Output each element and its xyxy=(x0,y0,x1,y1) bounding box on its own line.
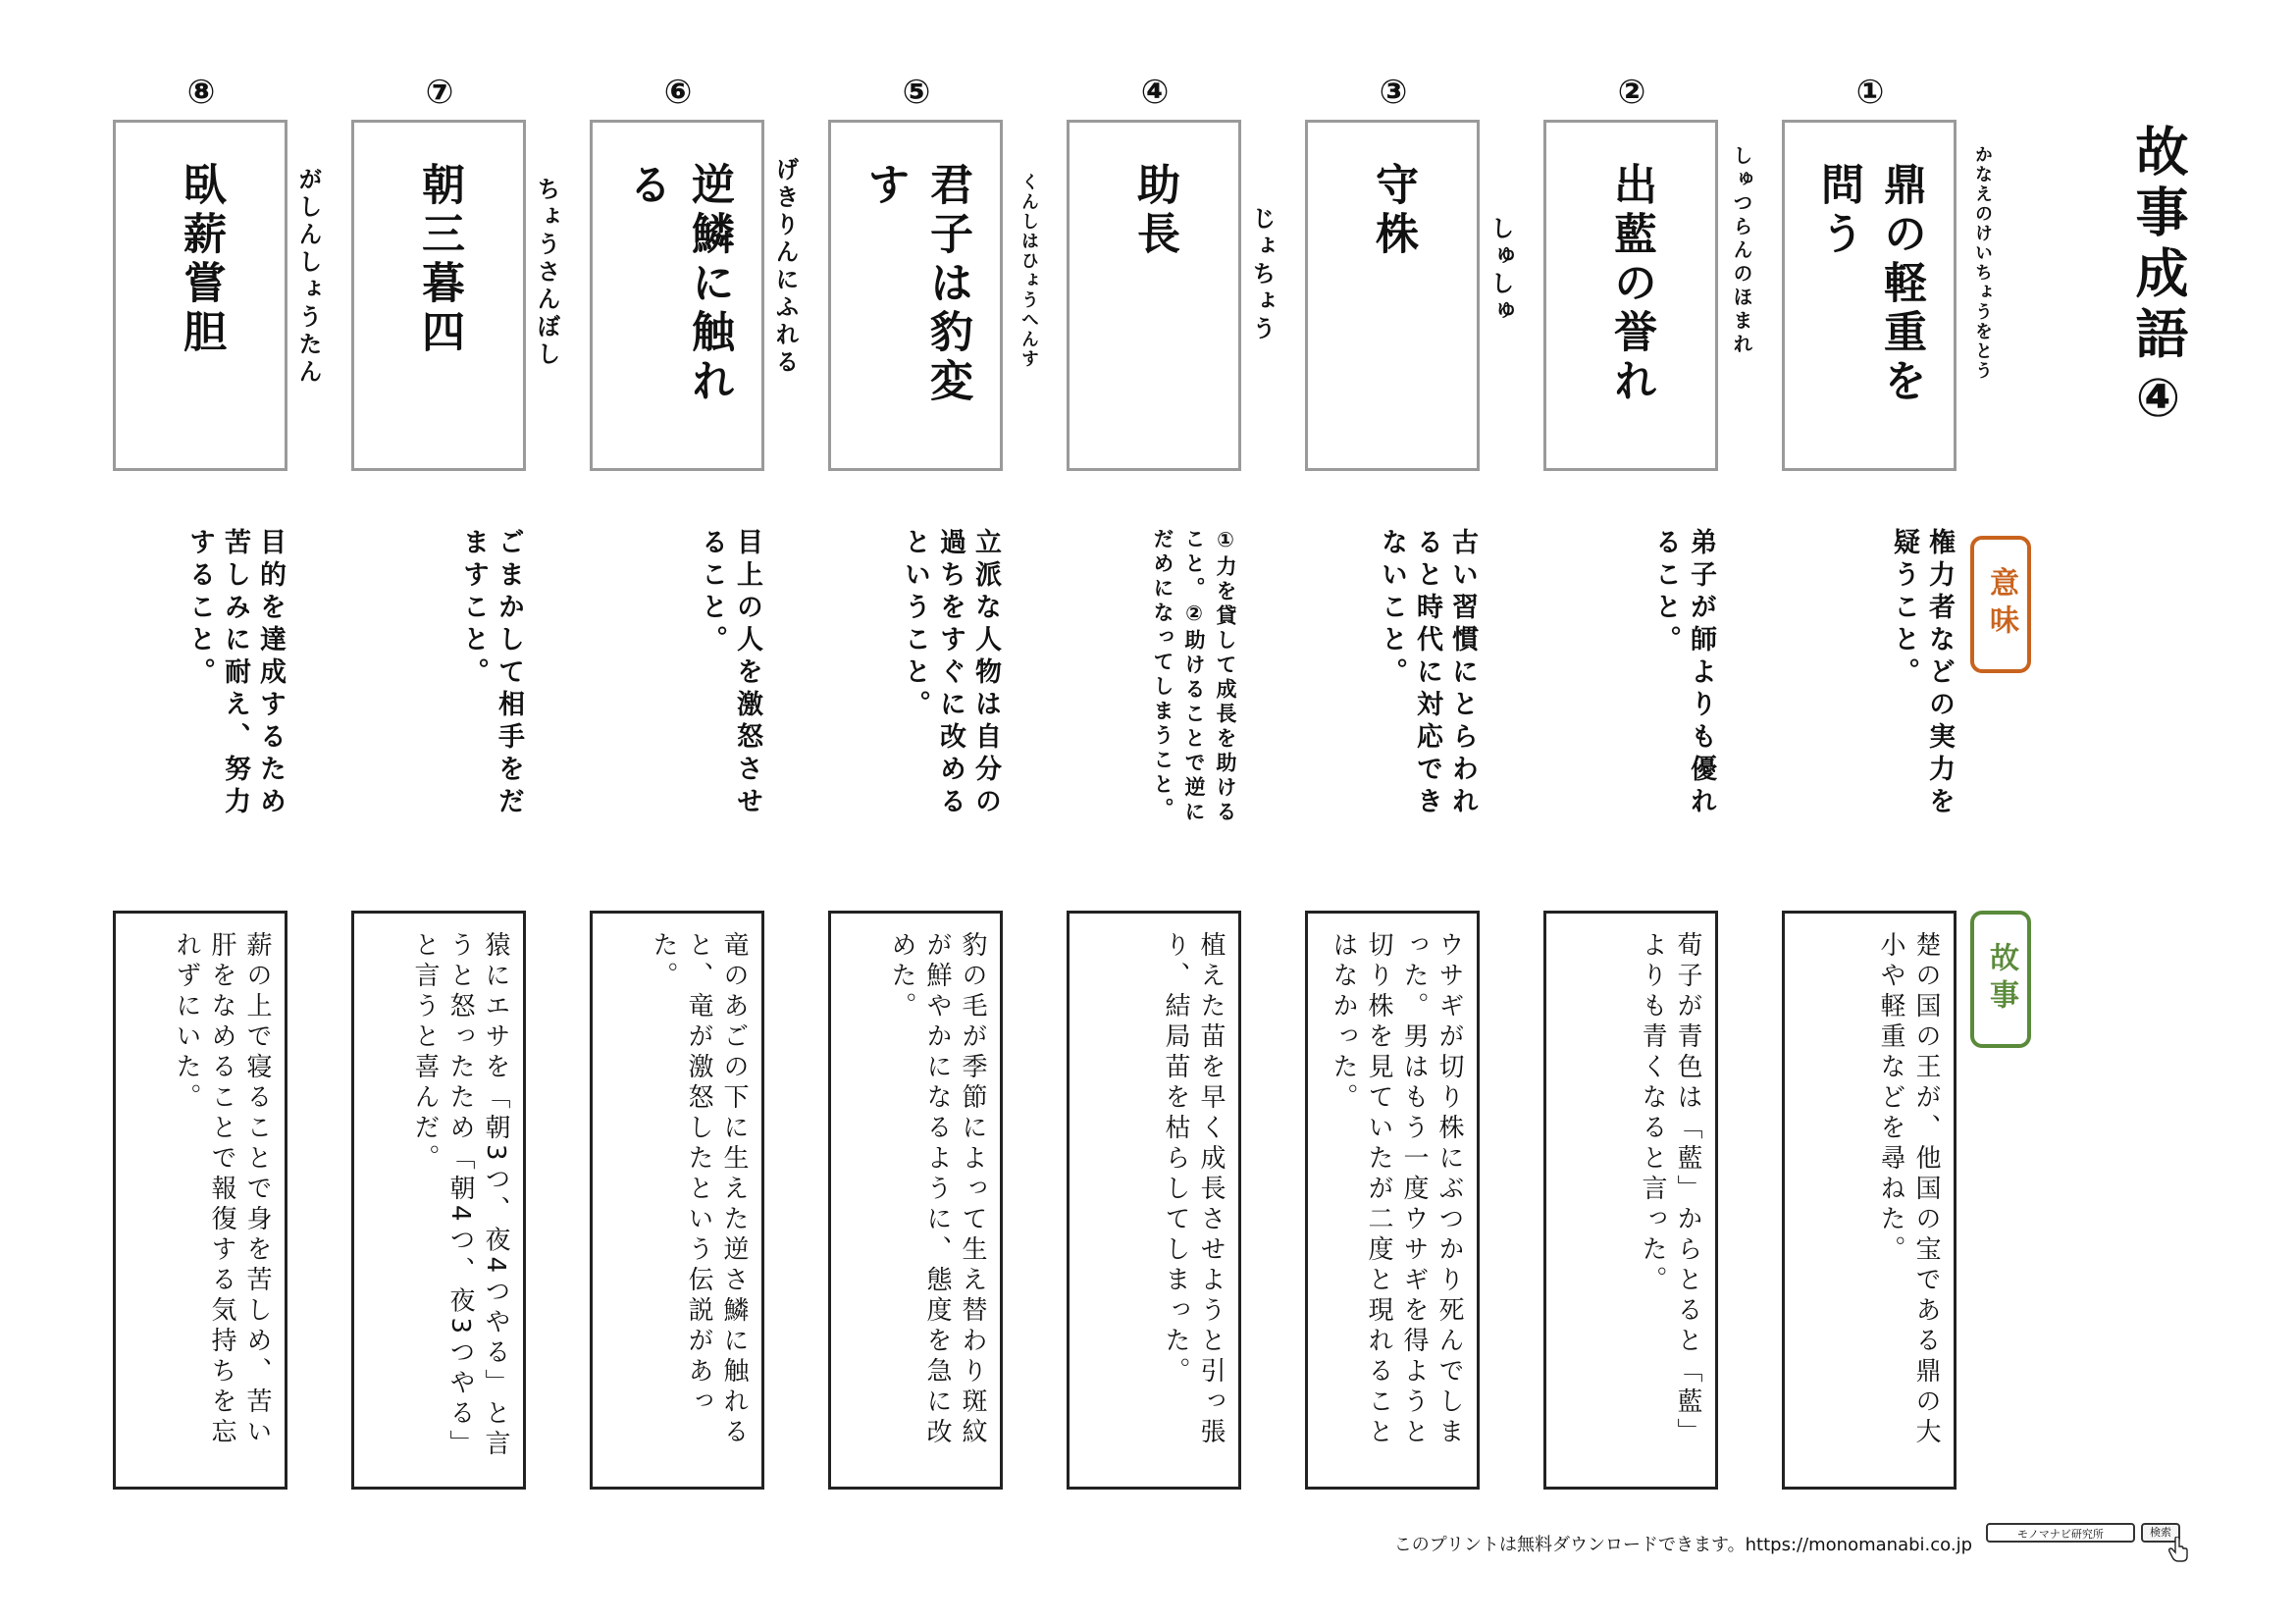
story-label: 故事 xyxy=(1970,911,2031,1048)
meaning-text: ①力を貸して成長を助けること。②助けることで逆にだめになってしまうこと。 xyxy=(1151,528,1237,825)
term-text: 助長 xyxy=(1129,162,1179,260)
entry-column-8 xyxy=(93,0,329,1623)
term-text: 朝三暮四 xyxy=(414,162,464,358)
term-reading: げきりんにふれる xyxy=(771,157,799,377)
story-box xyxy=(113,911,287,1490)
hand-cursor-icon xyxy=(2168,1537,2188,1562)
story-text: 豹の毛が季節によって生え替わり斑紋が鮮やかになるように、態度を急に改めた。 xyxy=(887,931,987,1448)
term-card xyxy=(590,120,764,471)
term-text: 臥薪嘗胆 xyxy=(176,162,226,358)
entry-column-2 xyxy=(1524,0,1759,1623)
story-text: ウサギが切り株にぶつかり死んでしまった。男はもう一度ウサギを得ようと切り株を見ていたが二度と現れることはなかった。 xyxy=(1329,931,1464,1448)
term-reading: くんしはひょうへんす xyxy=(1018,173,1039,369)
meaning-label: 意味 xyxy=(1970,536,2031,673)
term-text: 鼎の軽重を問う xyxy=(1813,162,1926,407)
meaning-text: 弟子が師よりも優れること。 xyxy=(1650,528,1716,819)
story-text: 薪の上で寝ることで身を苦しめ、苦い肝をなめることで報復する気持ちを忘れずにいた。 xyxy=(172,931,272,1448)
story-text: 楚の国の王が、他国の宝である鼎の大小や軽重などを尋ねた。 xyxy=(1876,931,1941,1448)
entry-column-1 xyxy=(1762,0,1998,1623)
footer-download-note: このプリントは無料ダウンロードできます。https://monomanabi.co.jp xyxy=(1393,1535,1972,1555)
brand-search-box[interactable]: モノマナビ研究所 xyxy=(1986,1523,2135,1543)
entry-number: ⑦ xyxy=(425,73,454,112)
meaning-text: 目的を達成するため苦しみに耐え、努力すること。 xyxy=(184,528,286,819)
term-reading: しゅつらんのほまれ xyxy=(1730,145,1753,357)
story-box xyxy=(1067,911,1241,1490)
term-card xyxy=(1543,120,1718,471)
story-box xyxy=(351,911,526,1490)
term-reading: しゅしゅ xyxy=(1487,216,1514,326)
term-reading: がしんしょうたん xyxy=(294,167,322,387)
meaning-text: 目上の人を激怒させること。 xyxy=(697,528,762,819)
term-card xyxy=(1305,120,1480,471)
term-text: 君子は豹変す xyxy=(860,162,972,407)
entry-number: ⑧ xyxy=(186,73,216,112)
term-reading: じょちょう xyxy=(1248,206,1276,343)
story-text: 竜のあごの下に生えた逆さ鱗に触れると、竜が激怒したという伝説があった。 xyxy=(649,931,749,1448)
entry-number: ⑥ xyxy=(663,73,693,112)
entry-column-7 xyxy=(332,0,567,1623)
entry-number: ③ xyxy=(1379,73,1408,112)
story-box xyxy=(1543,911,1718,1490)
term-text: 逆鱗に触れる xyxy=(621,162,734,407)
term-card xyxy=(113,120,287,471)
term-text: 守株 xyxy=(1368,162,1418,260)
entry-column-3 xyxy=(1285,0,1521,1623)
story-box xyxy=(1305,911,1480,1490)
entry-number: ④ xyxy=(1140,73,1170,112)
term-card xyxy=(1067,120,1241,471)
meaning-text: ごまかして相手をだますこと。 xyxy=(458,528,524,819)
term-reading: かなえのけいちょうをとう xyxy=(1972,145,1993,381)
entry-column-6 xyxy=(570,0,806,1623)
entry-number: ⑤ xyxy=(902,73,931,112)
term-reading: ちょうさんぼし xyxy=(533,177,560,369)
story-box xyxy=(1782,911,1957,1490)
meaning-text: 権力者などの実力を疑うこと。 xyxy=(1889,528,1955,819)
story-box xyxy=(590,911,764,1490)
term-text: 出藍の誉れ xyxy=(1606,162,1656,407)
term-card xyxy=(828,120,1003,471)
entry-number: ② xyxy=(1617,73,1646,112)
entry-column-5 xyxy=(809,0,1044,1623)
meaning-text: 古い習慣にとらわれると時代に対応できないこと。 xyxy=(1377,528,1478,819)
entry-column-4 xyxy=(1047,0,1282,1623)
page-title: 故事成語④ xyxy=(2127,123,2189,437)
story-text: 猿にエサを「朝3つ、夜4つやる」と言うと怒ったため「朝4つ、夜3つやる」と言うと喜んだ。 xyxy=(410,931,510,1461)
search-button[interactable]: 検索 xyxy=(2141,1523,2180,1543)
term-card xyxy=(351,120,526,471)
story-text: 植えた苗を早く成長させようと引っ張り、結局苗を枯らしてしまった。 xyxy=(1161,931,1226,1448)
meaning-text: 立派な人物は自分の過ちをすぐに改めるということ。 xyxy=(900,528,1001,819)
story-text: 荀子が青色は「藍」からとると「藍」よりも青くなると言った。 xyxy=(1638,931,1702,1448)
story-box xyxy=(828,911,1003,1490)
term-card xyxy=(1782,120,1957,471)
entry-number: ① xyxy=(1855,73,1885,112)
